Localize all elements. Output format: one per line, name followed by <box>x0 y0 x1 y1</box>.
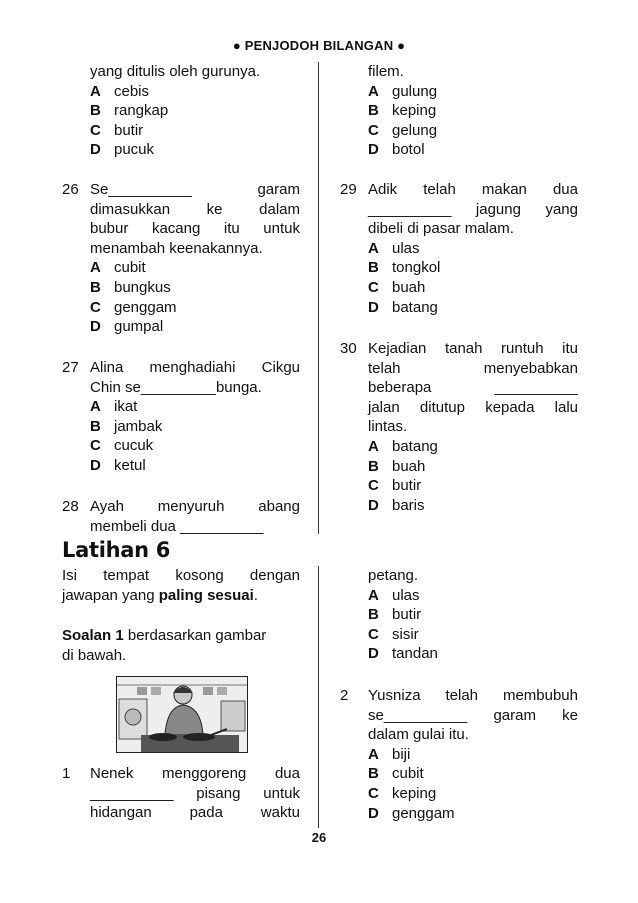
q26-line-1: Se__________ garam <box>90 181 300 198</box>
q25-option-b: B rangkap <box>90 102 169 120</box>
q25-option-a: A cebis <box>90 82 150 100</box>
q26-line-2: dimasukkan ke dalam <box>90 200 300 218</box>
q29-line-3: dibeli di pasar malam. <box>368 220 514 238</box>
l2-line-2: se__________ garam ke <box>368 706 578 724</box>
q29-option-a: A ulas <box>368 239 420 257</box>
question-29 <box>340 180 578 317</box>
q26-line-4: menambah keenakannya. <box>90 239 263 257</box>
q28-option-d: D botol <box>368 141 425 159</box>
latihan-question-1 <box>62 764 300 823</box>
question-number: 29 <box>340 181 357 198</box>
l1-option-c: C sisir <box>368 625 419 643</box>
q28-option-c: C gelung <box>368 121 438 139</box>
l2-option-d: D genggam <box>368 804 455 822</box>
column-divider-top <box>318 62 319 534</box>
q30-option-d: D baris <box>368 496 425 514</box>
q25-option-d: D pucuk <box>90 141 155 159</box>
l2-option-c: C keping <box>368 784 437 802</box>
question-number: 27 <box>62 359 79 376</box>
q25-option-c: C butir <box>90 121 144 139</box>
l1-line-2: __________ pisang untuk <box>90 784 300 802</box>
column-divider-bottom <box>318 566 319 828</box>
l1-end-text: petang. <box>368 567 419 584</box>
question-27 <box>62 358 300 476</box>
q30-option-b: B buah <box>368 457 426 475</box>
question-30 <box>340 339 578 515</box>
q30-option-a: A batang <box>368 437 438 455</box>
q25-continuation <box>66 62 300 160</box>
page-number: 26 <box>311 830 327 845</box>
q30-line-1: Kejadian tanah runtuh itu <box>368 340 578 357</box>
l2-line-1: Yusniza telah membubuh <box>368 687 578 704</box>
q25-text: yang ditulis oleh gurunya. <box>90 63 261 80</box>
q27-option-b: B jambak <box>90 417 163 435</box>
l1-option-b: B butir <box>368 606 422 624</box>
l1-option-a: A ulas <box>368 586 420 604</box>
woman-frying-food-illustration <box>116 676 248 753</box>
question-number: 2 <box>340 687 349 704</box>
q27-line-2: Chin se_________bunga. <box>90 378 262 396</box>
running-header: ● PENJODOH BILANGAN ● <box>232 38 406 53</box>
q29-line-2: __________ jagung yang <box>368 200 578 218</box>
q29-option-c: C buah <box>368 278 426 296</box>
l2-option-a: A biji <box>368 745 411 763</box>
q28-option-a: A gulung <box>368 82 438 100</box>
question-number: 30 <box>340 340 357 357</box>
l2-line-3: dalam gulai itu. <box>368 726 469 744</box>
latihan-question-2 <box>340 686 578 823</box>
soalan-note-line-1: Soalan 1 berdasarkan gambar <box>62 627 267 644</box>
q29-option-d: D batang <box>368 298 438 316</box>
question-number: 1 <box>62 765 71 782</box>
q27-option-c: C cucuk <box>90 437 154 455</box>
q27-option-d: D ketul <box>90 456 146 474</box>
q28-option-b: B keping <box>368 102 437 120</box>
question-number: 26 <box>62 181 79 198</box>
l1-line-3: hidangan pada waktu <box>90 804 300 822</box>
q30-option-c: C butir <box>368 477 422 495</box>
q27-option-a: A ikat <box>90 398 138 416</box>
l2-option-b: B cubit <box>368 765 424 783</box>
q26-line-3: bubur kacang itu untuk <box>90 220 300 238</box>
q29-option-b: B tongkol <box>368 259 441 277</box>
instruction-line-1: Isi tempat kosong dengan <box>62 567 300 584</box>
l1-continuation <box>340 566 578 664</box>
l1-option-d: D tandan <box>368 645 438 663</box>
question-28 <box>62 497 300 536</box>
soalan-note-line-2: di bawah. <box>62 646 127 664</box>
instruction-line-2: jawapan yang paling sesuai. <box>62 586 258 604</box>
q28-continuation <box>340 62 578 160</box>
q30-line-2: telah menyebabkan <box>368 359 578 377</box>
instruction <box>62 566 300 605</box>
q28-line-1: Ayah menyuruh abang <box>90 498 300 515</box>
q29-line-1: Adik telah makan dua <box>368 181 578 198</box>
section-title: Latihan 6 <box>62 538 171 562</box>
soalan-note <box>62 626 300 665</box>
q26-option-d: D gumpal <box>90 318 164 336</box>
question-number: 28 <box>62 498 79 515</box>
q26-option-a: A cubit <box>90 259 146 277</box>
q26-option-b: B bungkus <box>90 278 171 296</box>
q28-line-2: membeli dua __________ <box>90 517 264 535</box>
q30-line-5: lintas. <box>368 418 408 436</box>
q27-line-1: Alina menghadiahi Cikgu <box>90 359 300 376</box>
q30-line-3: beberapa __________ <box>368 379 578 397</box>
l1-line-1: Nenek menggoreng dua <box>90 765 300 782</box>
question-26 <box>62 180 300 337</box>
q30-line-4: jalan ditutup kepada lalu <box>368 398 578 416</box>
q26-option-c: C genggam <box>90 298 177 316</box>
q28-end-text: filem. <box>368 63 404 80</box>
